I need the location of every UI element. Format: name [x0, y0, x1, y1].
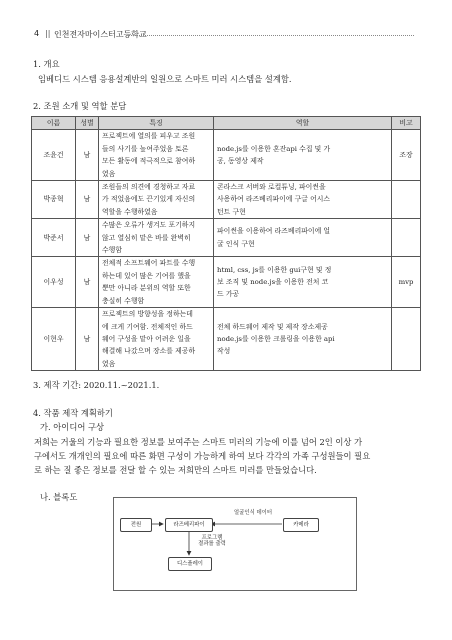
role-line: 사용하여 라즈베리파이에 구글 어시스 [217, 195, 331, 204]
table-header-cell: 성별 [76, 117, 99, 130]
member-name: 박준서 [32, 219, 76, 257]
member-name: 조윤건 [32, 130, 76, 181]
role-line: node.js를 이용한 크롤링을 이용한 api [217, 334, 335, 343]
role-line: node.js를 이용한 혼잔api 수집 및 가 [217, 144, 331, 153]
node-raspberry-pi: 라즈베리파이 [165, 518, 213, 532]
node-camera: 카메라 [283, 518, 319, 532]
role-line: 콘라스크 서버와 로컬튜닝, 파이썬을 [217, 183, 326, 192]
trait-line: 하는데 있어 많은 기여를 했을 [102, 271, 191, 280]
member-gender: 남 [76, 181, 99, 219]
table-header-row [32, 117, 421, 130]
section-4-body-line-1: 저희는 거울의 기능과 필요한 정보를 보여주는 스마트 미러의 기능에 이를 넘어 2인 이상 가 [34, 437, 363, 447]
member-gender: 남 [76, 308, 99, 371]
trait-line: 역할을 수행하였음 [102, 207, 158, 216]
role-line: 작성 [217, 347, 231, 356]
role-line: html, css, js를 이용한 gui구현 및 정 [217, 265, 332, 274]
role-line: 공, 동영상 제작 [217, 157, 264, 166]
header-separator: || [45, 29, 51, 38]
member-note [392, 308, 421, 371]
trait-line: 였음 [102, 169, 116, 178]
trait-line: 웨어 구성을 맡아 어려운 일을 [102, 334, 191, 343]
table-body [32, 130, 421, 371]
section-3-title: 3. 제작 기간: 2020.11.~2021.1. [33, 380, 160, 390]
table-row [32, 130, 421, 181]
page-header [34, 29, 414, 41]
section-4-body-line-3: 로 하는 질 좋은 정보를 전달 할 수 있는 저희만의 스마트 미러를 만들었습니다. [34, 465, 317, 475]
table-header-cell: 특징 [99, 117, 214, 130]
role-line: 턴트 구현 [217, 207, 246, 216]
member-trait [99, 130, 214, 181]
table-row [32, 308, 421, 371]
trait-line: 가 적었음에도 끈기있게 자신의 [102, 195, 196, 204]
school-name: 인천전자마이스터고등학교 [54, 30, 147, 39]
member-note [392, 219, 421, 257]
table-row [32, 181, 421, 219]
section-4-subtitle-block-diagram: 나. 블록도 [40, 492, 78, 502]
header-dotted-rule [128, 35, 414, 36]
trait-line: 에 크게 기여함. 전체적인 하드 [102, 322, 193, 331]
node-display: 디스플레이 [168, 557, 212, 571]
trait-line: 전체적 소프트웨어 파트를 수행 [102, 259, 196, 268]
trait-line: 해결해 나갔으며 장소를 제공하 [102, 347, 196, 356]
trait-line: 수행함 [102, 246, 122, 255]
role-line: 보 조직 및 node.js을 이용한 전처 코 [217, 278, 329, 287]
trait-line: 프로젝트에 열의를 피우고 조원 [102, 132, 196, 141]
edge-label-program-output: 프로그램 결과를 출력 [198, 535, 226, 547]
member-gender: 남 [76, 257, 99, 308]
roles-table [31, 116, 421, 371]
member-note: mvp [392, 257, 421, 308]
table-header-cell: 비고 [392, 117, 421, 130]
table-header-cell: 역할 [214, 117, 392, 130]
role-line: 파이썬을 이용하여 라즈베리파이에 얼 [217, 227, 331, 236]
member-name: 박종혁 [32, 181, 76, 219]
trait-line: 않고 열심히 맡은 바를 완벽히 [102, 233, 191, 242]
table-header-cell: 이름 [32, 117, 76, 130]
trait-line: 들의 사기를 높여주었음 토론 [102, 144, 189, 153]
section-2-title: 2. 조원 소개 및 역할 분담 [33, 101, 127, 111]
member-role [214, 130, 392, 181]
member-trait [99, 219, 214, 257]
member-trait [99, 181, 214, 219]
role-line: 전체 하드웨어 제작 및 제작 장소제공 [217, 322, 328, 331]
role-line: 드 가공 [217, 290, 240, 299]
edge-label-face-data: 얼굴인식 데이터 [233, 510, 273, 516]
trait-line: 수많은 오류가 생겨도 포기하지 [102, 221, 196, 230]
page-number: 4 [34, 29, 40, 38]
member-name: 이우성 [32, 257, 76, 308]
member-role [214, 181, 392, 219]
section-4-body-line-2: 구에서도 개개인의 필요에 따른 화면 구성이 가능하게 하여 보다 각각의 가족 구성원들이 필요 [34, 451, 371, 461]
trait-line: 프로젝트의 방향성을 정하는데 [102, 310, 193, 319]
trait-line: 조원들의 의견에 경청하고 자료 [102, 183, 196, 192]
member-trait [99, 308, 214, 371]
member-gender: 남 [76, 219, 99, 257]
table-row [32, 219, 421, 257]
member-gender: 남 [76, 130, 99, 181]
section-4-subtitle-idea: 가. 아이디어 구상 [40, 422, 105, 432]
table-row [32, 257, 421, 308]
section-4-title: 4. 작품 제작 계획하기 [33, 408, 113, 418]
trait-line: 였음 [102, 359, 116, 368]
member-note: 조장 [392, 130, 421, 181]
section-1-title: 1. 개요 [33, 59, 60, 69]
member-name: 이현우 [32, 308, 76, 371]
trait-line: 충실히 수행함 [102, 296, 145, 305]
member-role [214, 308, 392, 371]
node-mic: 전원 [120, 518, 152, 532]
trait-line: 모든 활동에 적극적으로 참여하 [102, 157, 196, 166]
role-line: 굴 인식 구현 [217, 239, 255, 248]
section-1-body: 임베디드 시스템 응용설계반의 일원으로 스마트 미러 시스템을 설계함. [38, 74, 292, 84]
block-diagram [113, 497, 357, 591]
member-role [214, 257, 392, 308]
member-trait [99, 257, 214, 308]
member-note [392, 181, 421, 219]
trait-line: 뿐만 아니라 분위의 역할 또한 [102, 284, 191, 293]
member-role [214, 219, 392, 257]
